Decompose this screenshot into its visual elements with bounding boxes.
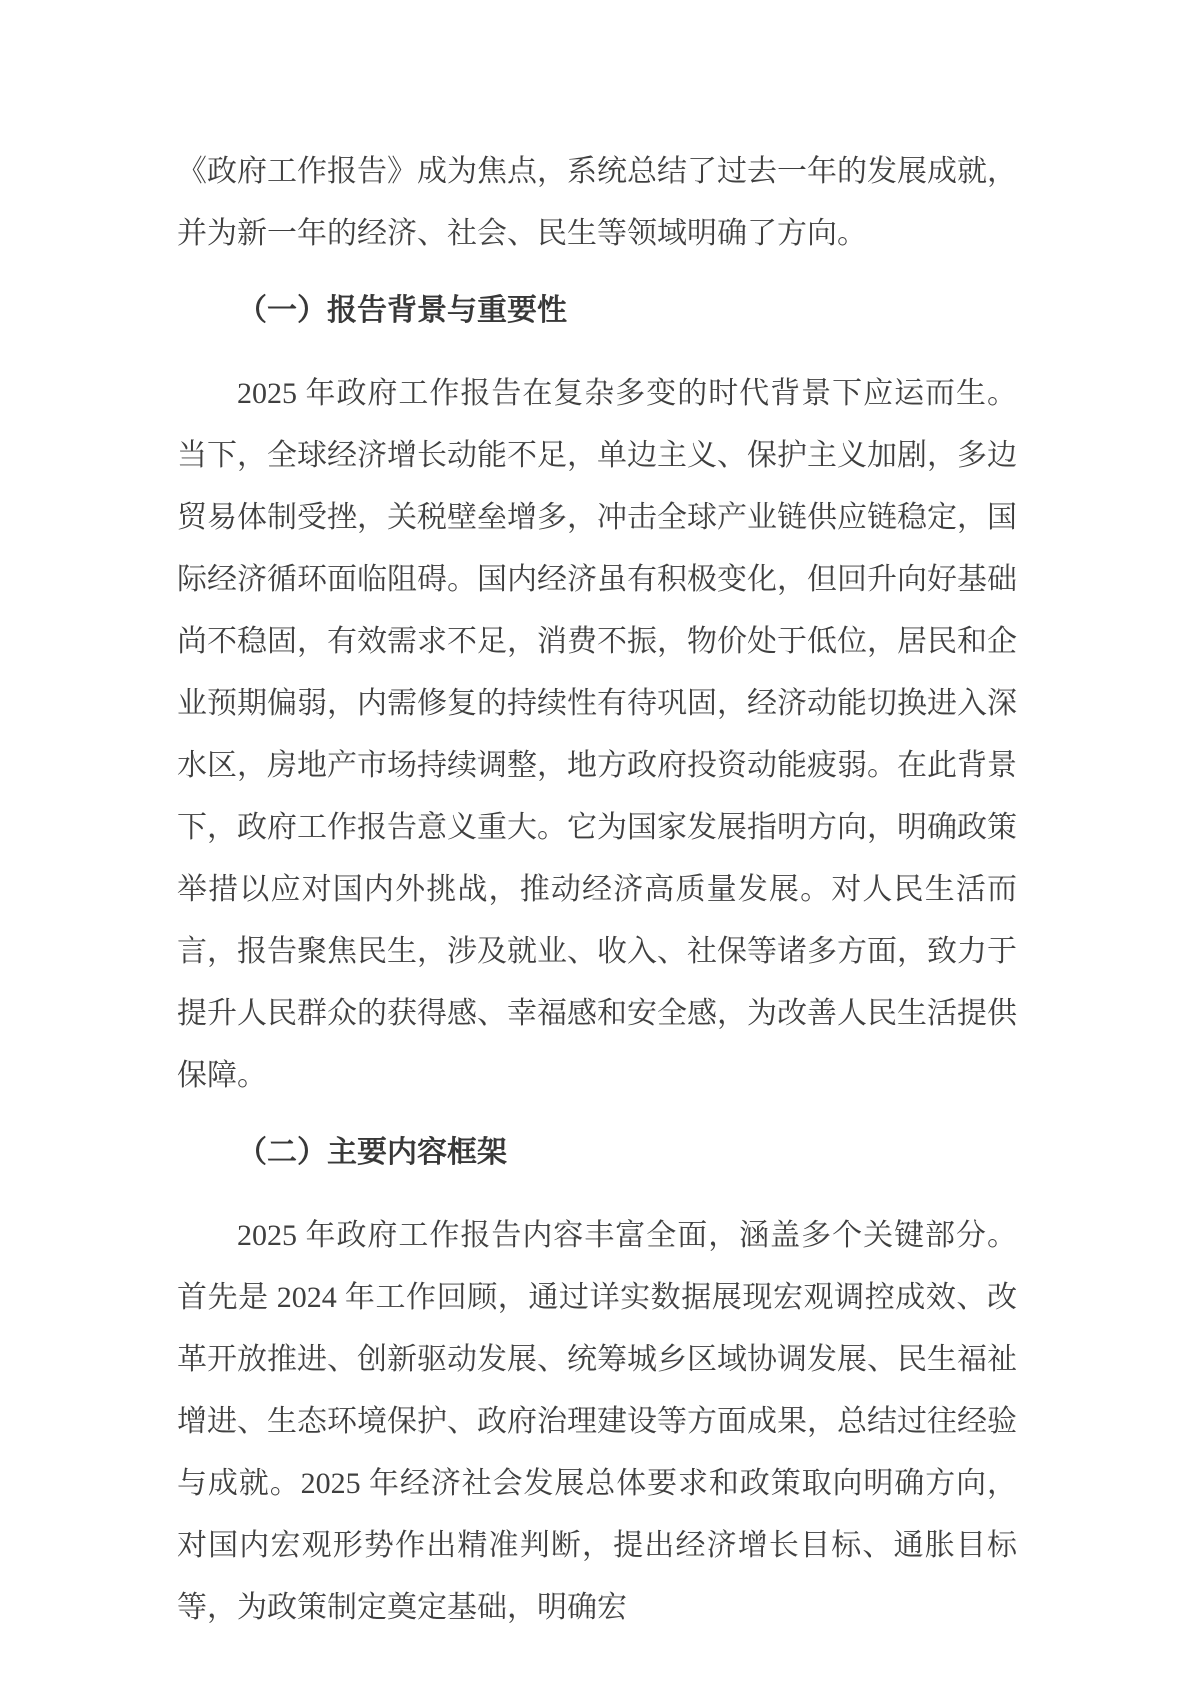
paragraph-continuation: 《政府工作报告》成为焦点，系统总结了过去一年的发展成就，并为新一年的经济、社会、民生等领域明确了方向。: [177, 155, 1017, 250]
paragraph-section-1-body: 2025 年政府工作报告在复杂多变的时代背景下应运而生。当下，全球经济增长动能不足，单边主义、保护主义加剧，多边贸易体制受挫，关税壁垒增多，冲击全球产业链供应链稳定，国际经济循环面临阻碍。国内经济虽有积极变化，但回升向好基础尚不稳固，有效需求不足，消费不振，物价处于低位，居民和企业预期偏弱，内需修复的持续性有待巩固，经济动能切换进入深水区，房地产市场持续调整，地方政府投资动能疲弱。在此背景下，政府工作报告意义重大。它为国家发展指明方向，明确政策举措以应对国内外挑战，推动经济高质量发展。对人民生活而言，报告聚焦民生，涉及就业、收入、社保等诸多方面，致力于提升人民群众的获得感、幸福感和安全感，为改善人民生活提供保障。: [177, 377, 1017, 1092]
section-heading-1: （一）报告背景与重要性: [237, 294, 567, 327]
section-heading-2: （二）主要内容框架: [237, 1136, 507, 1169]
paragraph-section-2-body: 2025 年政府工作报告内容丰富全面，涵盖多个关键部分。首先是 2024 年工作回顾，通过详实数据展现宏观调控成效、改革开放推进、创新驱动发展、统筹城乡区域协调发展、民生福祉增进、生态环境保护、政府治理建设等方面成果，总结过往经验与成就。2025 年经济社会发展总体要求和政策取向明确方向，对国内宏观形势作出精准判断，提出经济增长目标、通胀目标等，为政策制定奠定基础，明确宏: [177, 1219, 1017, 1624]
